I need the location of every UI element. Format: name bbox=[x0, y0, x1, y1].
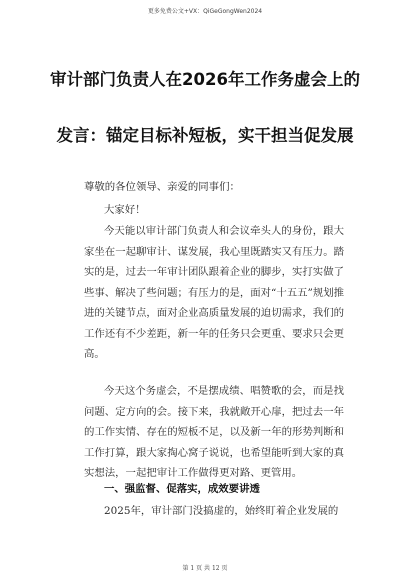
page-footer: 第 1 页 共 12 页 bbox=[182, 565, 228, 572]
greeting: 大家好！ bbox=[104, 204, 146, 216]
paragraph-1: 今天能以审计部门负责人和会议牵头人的身份，跟大家坐在一起聊审计、谋发展，我心里既踏实又有压力。踏实的是，过去一年审计团队跟着企业的脚步，实打实做了些事、解决了些问题；有压力的是，面对“十五五”规划推进的关键节点，面对企业高质量发展的迫切需求，我们的工作还有不少差距，新一年的任务只会更重、要求只会更高。 bbox=[84, 225, 344, 360]
salutation: 尊敬的各位领导、亲爱的同事们： bbox=[84, 181, 240, 193]
paragraph-3: 2025年，审计部门没搞虚的，始终盯着企业发展的 bbox=[104, 505, 339, 517]
section-heading: 一、强监督、促落实，成效要讲透 bbox=[104, 483, 260, 495]
header-note: 更多免费公文+VX：QiGeGongWen2024 bbox=[147, 8, 263, 15]
paragraph-2: 今天这个务虚会，不是摆成绩、唱赞歌的会，而是找问题、定方向的会。接下来，我就敞开心扉，把过去一年的工作实情、存在的短板不足，以及新一年的形势判断和工作打算，跟大家掏心窝子说说，也希望能听到大家的真实想法，一起把审计工作做得更对路、更管用。 bbox=[84, 385, 344, 479]
document-title-line-1: 审计部门负责人在2026年工作务虚会上的 bbox=[50, 70, 360, 89]
document-title-line-2: 发言：锚定目标补短板，实干担当促发展 bbox=[56, 126, 354, 145]
